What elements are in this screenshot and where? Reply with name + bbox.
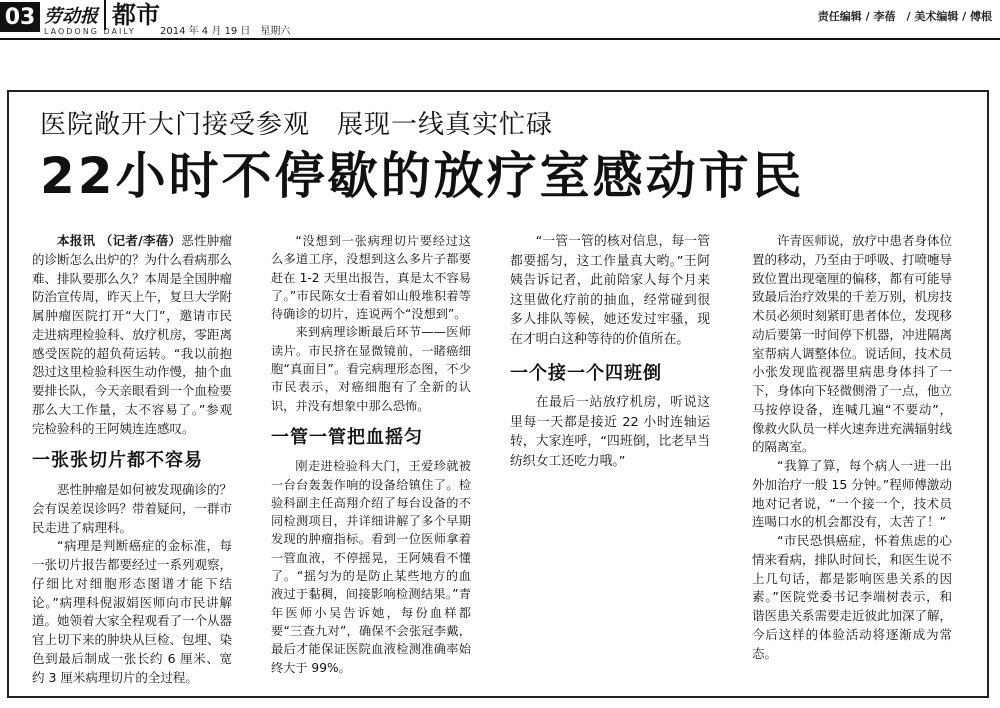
editor-credits: 责任编辑 / 李蓓 / 美术编辑 / 傅根 [817,10,992,23]
paragraph: “病理是判断癌症的金标准，每一张切片报告都要经过一系列观察，仔细比对细胞形态图谱才能下结论。”病理科倪淑娟医师向市民讲解道。她领着大家全程观看了一个从器官上切下来的肿块从巨检、包埋、染色到最后制成一张长约 6 厘米、宽约 3 厘米病理切片的全过程。 [32,538,233,685]
paragraph: 许青医师说，放疗中患者身体位置的移动，乃至由于呼吸、打喷嚏导致位置出现毫厘的偏移，都有可能导致最后治疗效果的千差万别，机房技术员必须时刻紧盯患者体位，发现移动后要第一时间停下机器，冲进隔离室帮病人调整体位。说话间，技术员小张发现监视器里病患身体抖了一下，身体向下轻微侧滑了一点，他立马按停设备，连喊几遍“不要动”，像救火队员一样火速奔进充满辐射线的隔离室。 [752,233,953,455]
subheading-shifts: 一个接一个四班倒 [510,362,662,384]
subheading-blood: 一管一管把血摇匀 [271,426,423,448]
masthead [0,0,1000,44]
article-column-2 [271,232,471,677]
section-name: 都市 [104,0,160,30]
paragraph: 恶性肿瘤是如何被发现确诊的？会有误差误诊吗？带着疑问，一群市民走进了病理科。 [32,482,233,535]
page-number: 03 [0,2,40,32]
article-kicker: 医院敞开大门接受参观 展现一线真实忙碌 [40,110,554,140]
newspaper-english-name: LAODONG DAILY [44,27,136,36]
subheading-slices: 一张张切片都不容易 [32,450,203,472]
paragraph: “没想到一张病理切片要经过这么多道工序，没想到这么多片子都要赶在 1-2 天里出报告，真是太不容易了。”市民陈女士看着如山般堆积着等待确诊的切片，连说两个“没想到”。 [271,234,471,322]
issue-date: 2014 年 4 月 19 日 星期六 [160,26,291,37]
newspaper-logo: 劳动报 [44,6,98,27]
paragraph: “我算了算，每个病人一进一出外加治疗一般 15 分钟。”程师傅激动地对记者说，“一个接一个，技术员连喝口水的机会都没有，太苦了！” [752,458,952,530]
article-lead [32,232,232,438]
article-column-3 [510,232,710,472]
article-headline: 22小时不停歇的放疗室感动市民 [40,147,805,205]
paragraph: “一管一管的核对信息，每一管都要摇匀，这工作量真大哟。”王阿姨告诉记者，此前陪家人每个月来这里做化疗前的抽血，经常碰到很多人排队等候，她还发过牢骚，现在才明白这种等待的价值所在。 [510,234,710,347]
lead-text: 恶性肿瘤的诊断怎么出炉的？为什么看病那么难、排队要那么久？本周是全国肿瘤防治宣传周，昨天上午，复旦大学附属肿瘤医院打开“大门”，邀请市民走进病理检验科、放疗机房，零距离感受医院的超负荷运转。“我以前抱怨过这里检验科医生动作慢，抽个血要排长队，今天亲眼看到一个血检要那么大工作量，太不容易了。”参观完检验科的王阿姨连连感叹。 [32,233,233,436]
paragraph: 来到病理诊断最后环节——医师读片。市民挤在显微镜前，一睹癌细胞“真面目”。看完病理形态图，不少市民表示，对癌细胞有了全新的认识，并没有想象中那么恐怖。 [271,325,471,413]
masthead-rule [0,38,1000,40]
paragraph: “市民恐惧癌症，怀着焦虑的心情来看病，排队时间长，和医生说不上几句话，都是影响医患关系的因素。”医院党委书记李端树表示，和谐医患关系需要走近彼此加深了解，今后这样的体验活动将逐渐成为常态。 [752,533,953,661]
article-column-1 [32,232,232,687]
paragraph: 刚走进检验科大门，王爱珍就被一台台轰轰作响的设备给镇住了。检验科副主任高翔介绍了每台设备的不同检测项目，并详细讲解了多个早期发现的肿瘤指标。看到一位医师拿着一管血液，不停摇晃，王阿姨看不懂了。“摇匀为的是防止某些地方的血液过于黏稠，间接影响检测结果。”青年医师小吴告诉她，每份血样都要“三查九对”，确保不会张冠李戴，最后才能保证医院血液检测准确率始终大于 99%。 [271,459,471,675]
article-column-4 [752,232,952,663]
paragraph: 在最后一站放疗机房，听说这里每一天都是接近 22 小时连轴运转，大家连呼，“四班倒，比老早当纺织女工还吃力哦。” [510,395,710,469]
article-byline: 本报讯 （记者/李蓓） [57,233,182,248]
